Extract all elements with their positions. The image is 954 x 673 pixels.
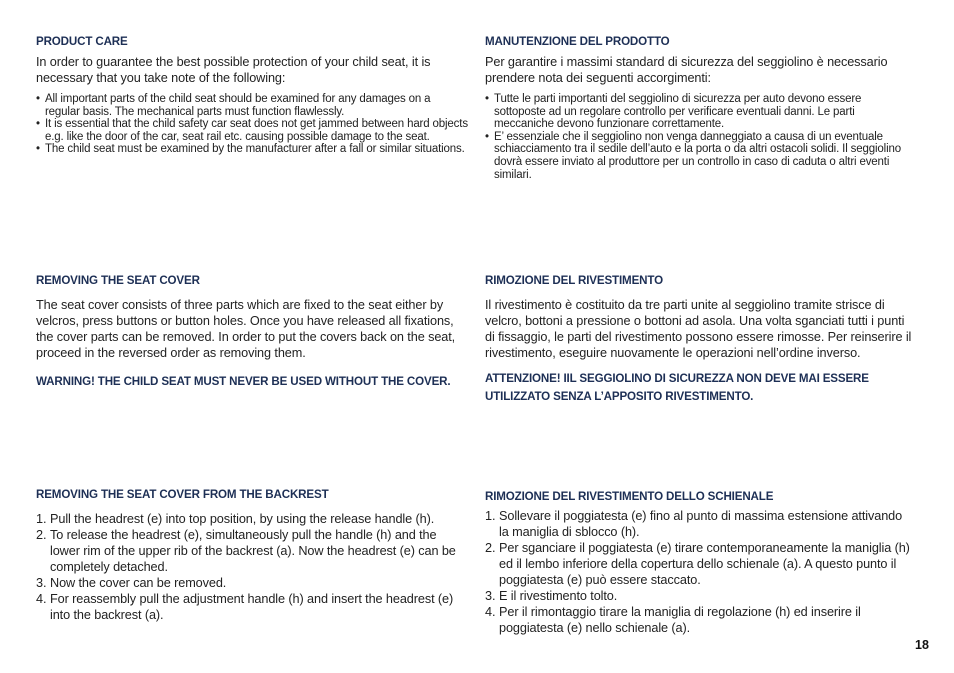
product-care-list-it bbox=[485, 93, 915, 181]
list-item: 1. Sollevare il poggiatesta (e) fino al punto di massima estensione attivando la maniglia di sblocco (h). bbox=[485, 509, 903, 539]
backrest-steps-it bbox=[485, 508, 915, 636]
seat-cover-body: The seat cover consists of three parts which are fixed to the seat either by velcros, press buttons or button holes. Once you have released all fixations, the cover parts can be removed. In order to put the covers back on the seat, proceed in the reversed order as removing them. bbox=[36, 298, 456, 360]
list-item: 3. E il rivestimento tolto. bbox=[485, 589, 618, 603]
list-item: • Tutte le parti importanti del seggiolino di sicurezza per auto devono essere sottoposte ad un regolare controllo per verificare eventuali danni. Le parti meccaniche devono funzionare correttamente. bbox=[485, 93, 862, 131]
seat-cover-warning-it: ATTENZIONE! IIL SEGGIOLINO DI SICUREZZA NON DEVE MAI ESSERE UTILIZZATO SENZA L’APPOSITO RIVESTIMENTO. bbox=[485, 372, 869, 403]
list-item: • The child seat must be examined by the manufacturer after a fall or similar situations. bbox=[36, 143, 465, 156]
product-care-heading: PRODUCT CARE bbox=[36, 35, 128, 48]
list-item: 2. Per sganciare il poggiatesta (e) tirare contemporaneamente la maniglia (h) ed il lembo inferiore della copertura dello schienale (a). A questo punto il poggiatesta (e) può essere staccato. bbox=[485, 541, 910, 587]
seat-cover-heading-it: RIMOZIONE DEL RIVESTIMENTO bbox=[485, 274, 663, 287]
list-item: • E’ essenziale che il seggiolino non venga danneggiato a causa di un eventuale schiacciamento tra il sedile dell’auto e la porta o da altri ostacoli solidi. Il seggiolino dovrà essere inviato al produttore per un controllo in caso di caduta o altri eventi similari. bbox=[485, 130, 901, 181]
bullet-icon: • bbox=[485, 93, 489, 105]
backrest-heading-it: RIMOZIONE DEL RIVESTIMENTO DELLO SCHIENALE bbox=[485, 490, 774, 503]
product-care-section-it bbox=[485, 35, 915, 181]
bullet-icon: • bbox=[36, 143, 40, 156]
bullet-icon: • bbox=[485, 130, 489, 143]
list-item: 3. Now the cover can be removed. bbox=[36, 576, 227, 590]
list-item: 4. For reassembly pull the adjustment handle (h) and insert the headrest (e) into the backrest (a). bbox=[36, 592, 454, 622]
product-care-intro: In order to guarantee the best possible protection of your child seat, it is necessary that you take note of the following: bbox=[36, 55, 431, 85]
list-item: 1. Pull the headrest (e) into top position, by using the release handle (h). bbox=[36, 512, 435, 526]
page-number: 18 bbox=[915, 638, 929, 652]
backrest-section-it bbox=[485, 490, 915, 636]
bullet-icon: • bbox=[36, 93, 40, 105]
seat-cover-section-it bbox=[485, 274, 915, 406]
list-item: 2. To release the headrest (e), simultaneously pull the handle (h) and the lower rim of the upper rib of the backrest (a). Now the headrest (e) can be completely detached. bbox=[36, 528, 456, 574]
product-care-intro-it: Per garantire i massimi standard di sicurezza del seggiolino è necessario prendere nota dei seguenti accorgimenti: bbox=[485, 55, 888, 85]
product-care-section-en bbox=[36, 35, 468, 156]
product-care-list bbox=[36, 93, 468, 156]
backrest-steps bbox=[36, 511, 468, 623]
seat-cover-section-en bbox=[36, 274, 468, 391]
list-item: 4. Per il rimontaggio tirare la maniglia di regolazione (h) ed inserire il poggiatesta (e) nello schienale (a). bbox=[485, 605, 861, 635]
seat-cover-heading: REMOVING THE SEAT COVER bbox=[36, 274, 200, 287]
seat-cover-body-it: Il rivestimento è costituito da tre parti unite al seggiolino tramite strisce di velcro, bottoni a pressione o bottoni ad asola. Una volta sganciati tutti i punti di fissaggio, le parti del rivestimento possono essere rimosse. Per reinserire il rivestimento, eseguire nuovamente le operazioni nell’ordine inverso. bbox=[485, 298, 912, 360]
backrest-heading: REMOVING THE SEAT COVER FROM THE BACKREST bbox=[36, 488, 329, 501]
product-care-heading-it: MANUTENZIONE DEL PRODOTTO bbox=[485, 35, 670, 48]
list-item: • It is essential that the child safety car seat does not get jammed between hard objects e.g. like the door of the car, seat rail etc. causing possible damage to the seat. bbox=[36, 118, 468, 143]
seat-cover-warning: WARNING! THE CHILD SEAT MUST NEVER BE USED WITHOUT THE COVER. bbox=[36, 375, 451, 388]
list-item: • All important parts of the child seat should be examined for any damages on a regular basis. The mechanical parts must function flawlessly. bbox=[36, 93, 431, 118]
bullet-icon: • bbox=[36, 118, 40, 131]
backrest-section-en bbox=[36, 488, 468, 623]
